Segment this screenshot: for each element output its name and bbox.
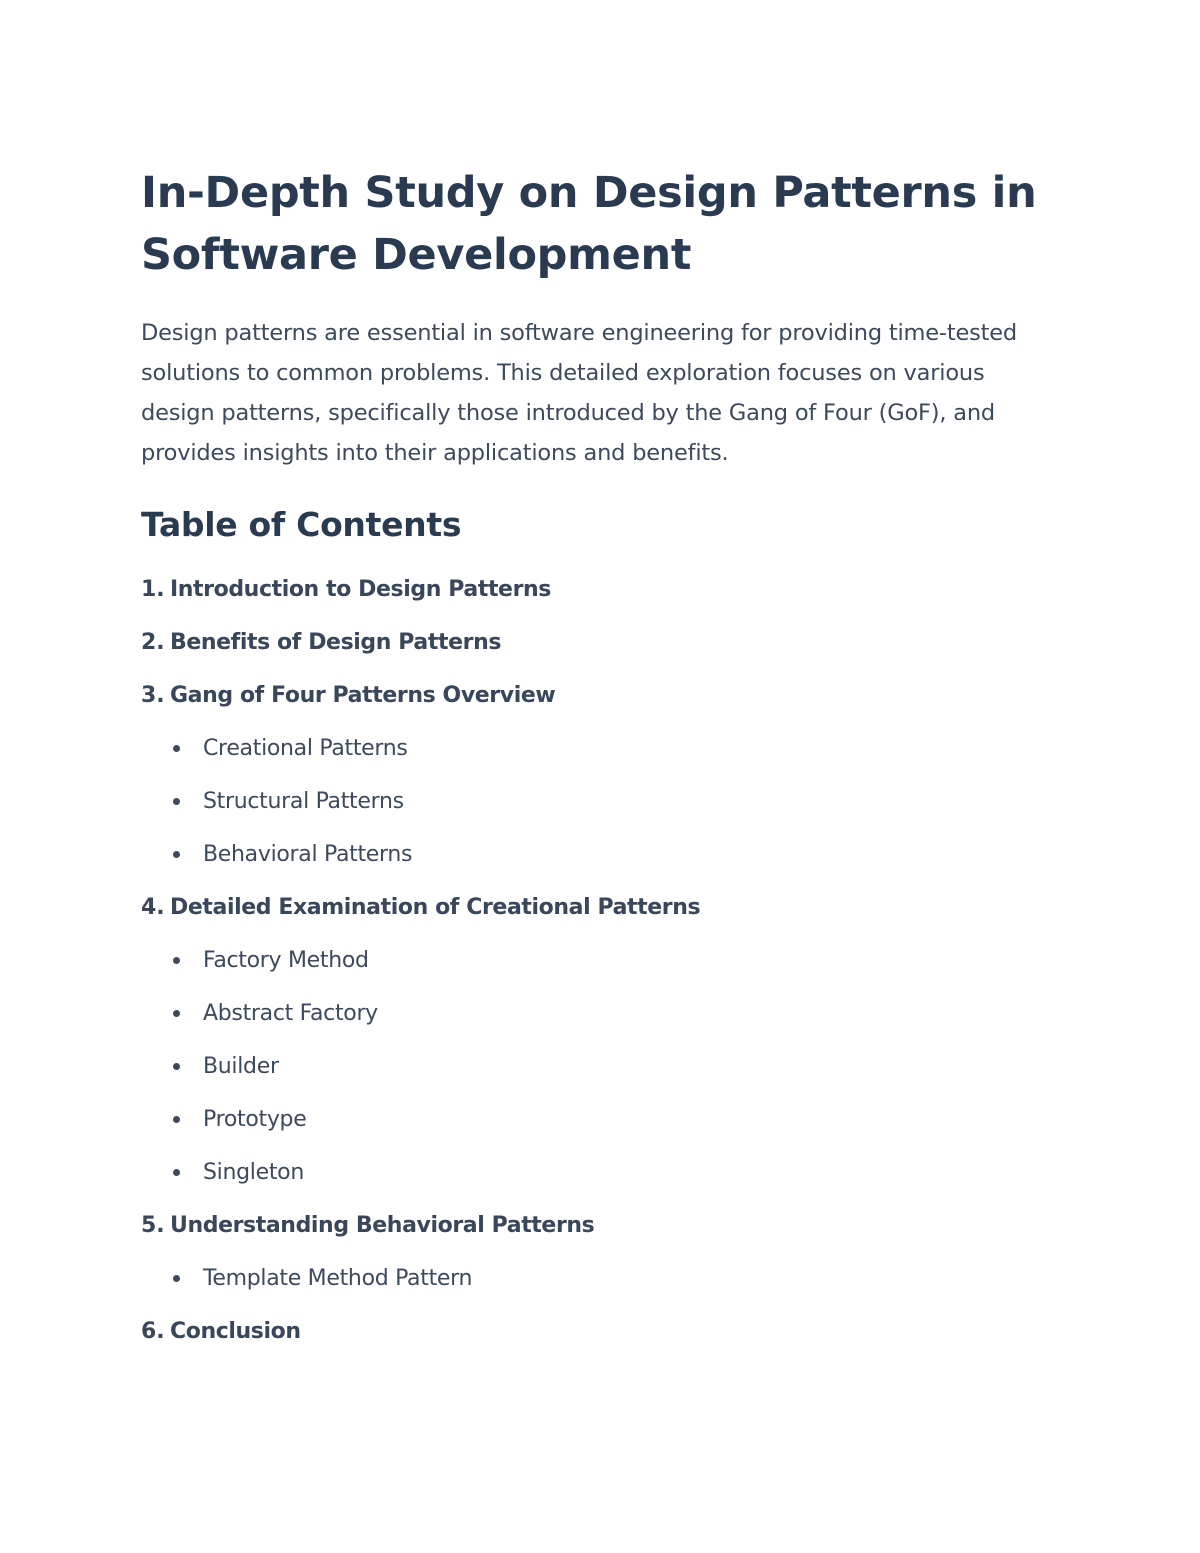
toc-number: 6. xyxy=(141,1319,165,1344)
toc-subitem xyxy=(141,1040,1041,1093)
toc-link-benefits[interactable]: Benefits of Design Patterns xyxy=(170,630,502,655)
toc-subitem xyxy=(141,828,1041,881)
toc-subitem-label: Prototype xyxy=(203,1107,307,1132)
bullet-icon xyxy=(173,1063,180,1070)
bullet-icon xyxy=(173,1169,180,1176)
bullet-icon xyxy=(173,851,180,858)
toc-link-conclusion[interactable]: Conclusion xyxy=(170,1319,301,1344)
toc-subitem xyxy=(141,934,1041,987)
document-content xyxy=(141,162,1041,1358)
toc-heading: Table of Contents xyxy=(141,505,462,544)
toc-item-gof-overview xyxy=(141,669,1041,881)
toc-link-creational[interactable]: Detailed Examination of Creational Patterns xyxy=(170,895,701,920)
table-of-contents xyxy=(141,563,1041,1358)
toc-sublist-behavioral xyxy=(141,1252,1041,1305)
toc-link-introduction[interactable]: Introduction to Design Patterns xyxy=(170,577,551,602)
bullet-icon xyxy=(173,957,180,964)
toc-number: 5. xyxy=(141,1213,165,1238)
toc-item-introduction xyxy=(141,563,1041,616)
toc-subitem-label: Template Method Pattern xyxy=(203,1266,473,1291)
bullet-icon xyxy=(173,1275,180,1282)
toc-subitem xyxy=(141,987,1041,1040)
bullet-icon xyxy=(173,1116,180,1123)
bullet-icon xyxy=(173,745,180,752)
toc-subitem xyxy=(141,775,1041,828)
bullet-icon xyxy=(173,1010,180,1017)
toc-subitem-label: Builder xyxy=(203,1054,279,1079)
toc-subitem-label: Structural Patterns xyxy=(203,789,404,814)
toc-item-conclusion xyxy=(141,1305,1041,1358)
toc-subitem-label: Factory Method xyxy=(203,948,369,973)
toc-subitem-label: Creational Patterns xyxy=(203,736,408,761)
toc-link-gof-overview[interactable]: Gang of Four Patterns Overview xyxy=(170,683,556,708)
toc-item-creational xyxy=(141,881,1041,1199)
toc-link-behavioral[interactable]: Understanding Behavioral Patterns xyxy=(170,1213,595,1238)
toc-subitem-label: Singleton xyxy=(203,1160,304,1185)
toc-subitem xyxy=(141,1146,1041,1199)
toc-subitem-label: Abstract Factory xyxy=(203,1001,378,1026)
toc-subitem-label: Behavioral Patterns xyxy=(203,842,413,867)
toc-number: 2. xyxy=(141,630,165,655)
toc-subitem xyxy=(141,722,1041,775)
toc-subitem xyxy=(141,1093,1041,1146)
toc-number: 1. xyxy=(141,577,165,602)
toc-sublist-creational xyxy=(141,934,1041,1199)
toc-sublist-gof-overview xyxy=(141,722,1041,881)
toc-item-benefits xyxy=(141,616,1041,669)
intro-paragraph: Design patterns are essential in software engineering for providing time-tested solutions to common problems. This detailed exploration focuses on various design patterns, specifically those introduced by the Gang of Four (GoF), and provides insights into their applications and benefits. xyxy=(141,320,1017,466)
toc-item-behavioral xyxy=(141,1199,1041,1305)
toc-subitem xyxy=(141,1252,1041,1305)
bullet-icon xyxy=(173,798,180,805)
toc-number: 3. xyxy=(141,683,165,708)
toc-number: 4. xyxy=(141,895,165,920)
document-title: In-Depth Study on Design Patterns in Software Development xyxy=(141,168,1037,280)
